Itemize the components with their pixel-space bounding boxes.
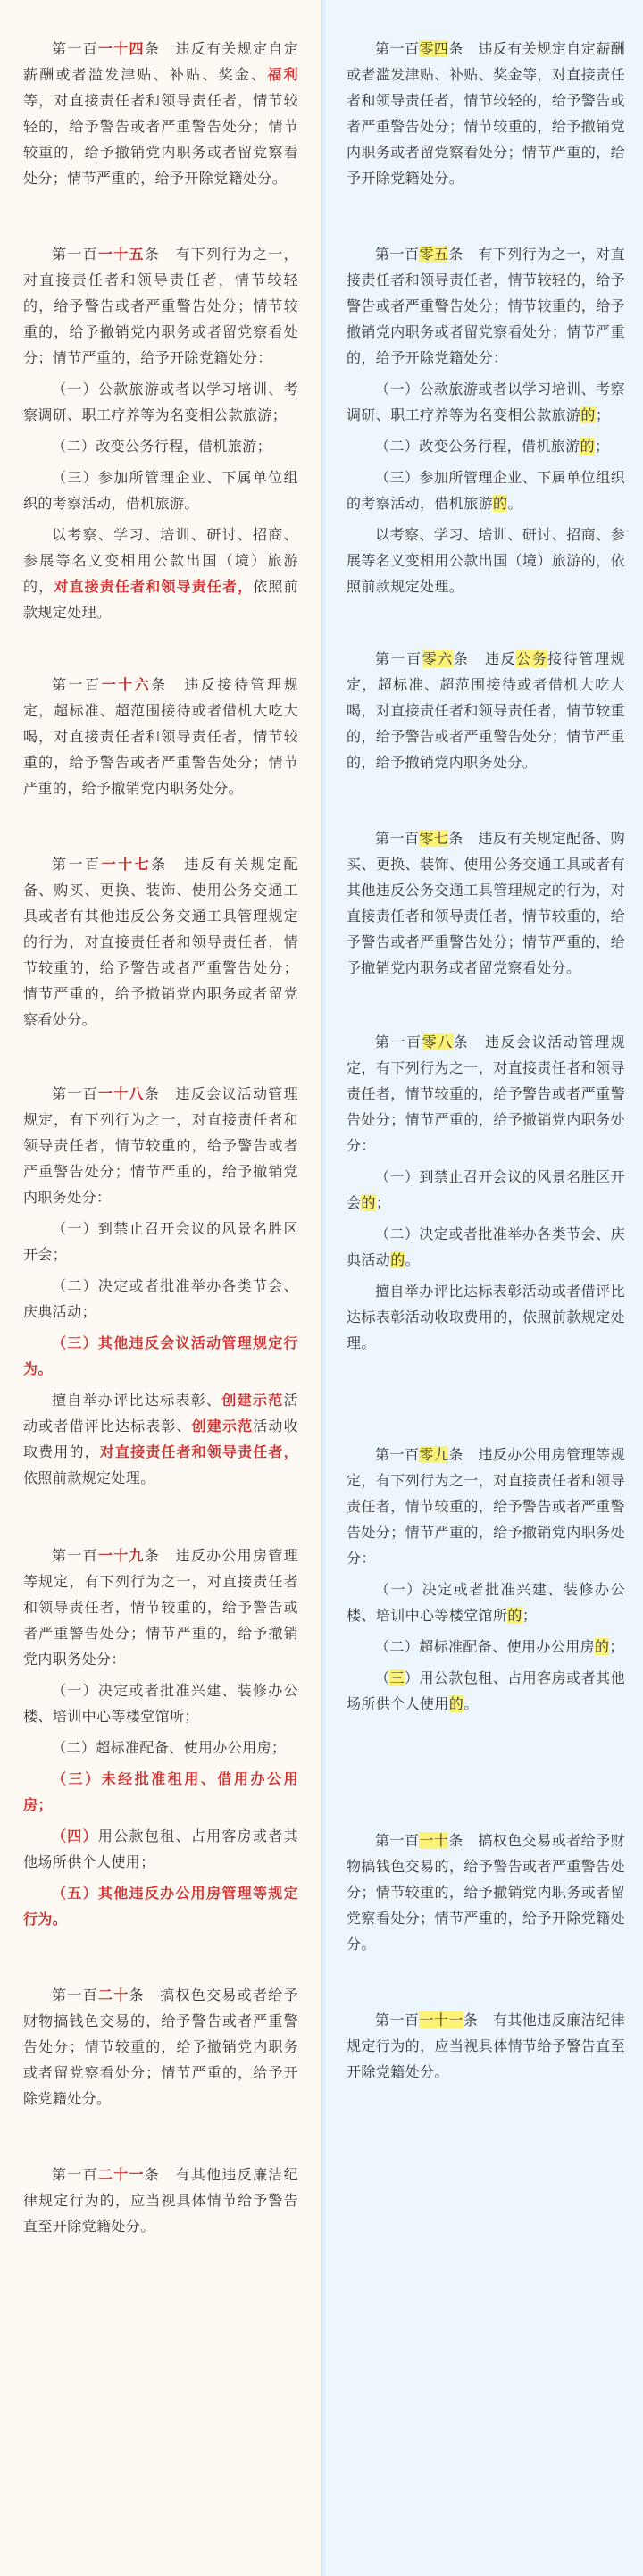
article-117 [23, 851, 298, 1033]
article-108-text: 第一百零八条 违反会议活动管理规定，有下列行为之一，对直接责任者和领导责任者，情节较重的，给予警告或者严重警告处分；情节严重的，给予撤销党内职务处分： [347, 1033, 625, 1154]
article-116 [23, 672, 298, 801]
new-text: 创建示范 [191, 1418, 254, 1434]
new-text: 福利 [267, 66, 298, 83]
article-111-text: 第一百一十一条 有其他违反廉洁纪律规定行为的，应当视具体情节给予警告直至开除党籍处分。 [347, 2011, 626, 2080]
article-106-text: 第一百零六条 违反公务接待管理规定，超标准、超范围接待或者借机大吃大喝，对直接责任者和领导责任者，情节较重的，给予警告或者严重警告处分；情节严重的，给予撤销党内职务处分。 [347, 650, 625, 771]
list-item: （二）超标准配备、使用办公用房； [52, 1739, 287, 1756]
article-number: 一十八 [97, 1085, 145, 1102]
article-number: 一十四 [97, 40, 145, 57]
changed-text-highlight: 的 [580, 406, 596, 423]
article-120-text: 第一百二十条 搞权色交易或者给予财物搞钱色交易的，给予警告或者严重警告处分；情节较重的，给予撤销党内职务或者留党察看处分；情节严重的，给予开除党籍处分。 [23, 1986, 298, 2107]
article-106 [347, 646, 625, 775]
article-121 [23, 2162, 298, 2239]
article-111 [347, 2007, 625, 2085]
list-item-new: （三）其他违反会议活动管理规定行为。 [23, 1334, 298, 1377]
article-118-text: 第一百一十八条 违反会议活动管理规定，有下列行为之一，对直接责任者和领导责任者，情节较重的，给予警告或者严重警告处分；情节严重的，给予撤销党内职务处分： [23, 1085, 298, 1206]
article-114-text: 第一百一十四条 违反有关规定自定薪酬或者滥发津贴、补贴、奖金、福利等，对直接责任者和领导责任者，情节较轻的，给予警告或者严重警告处分；情节较重的，给予撤销党内职务或者留党察看处分；情节严重的，给予开除党籍处分。 [23, 40, 298, 187]
changed-text-highlight: 的 [595, 1638, 610, 1655]
changed-text-highlight: 公务 [516, 650, 548, 667]
article-119 [23, 1543, 298, 1932]
article-117-text: 第一百一十七条 违反有关规定配备、购买、更换、装饰、使用公务交通工具或者有其他违反公务交通工具管理规定的行为，对直接责任者和领导责任者，情节较重的，给予警告或者严重警告处分；情节严重的，给予撤销党内职务或者留党察看处分。 [23, 856, 299, 1028]
list-item: （一）决定或者批准兴建、装修办公楼、培训中心等楼堂馆所； [23, 1682, 298, 1725]
list-item-new: （三）未经批准租用、借用办公用房； [23, 1770, 298, 1813]
new-text: 对直接责任者和领导责任者， [99, 1443, 298, 1460]
list-item: （二）改变公务行程，借机旅游； [52, 438, 272, 455]
article-115-text: 第一百一十五条 有下列行为之一，对直接责任者和领导责任者，情节较轻的，给予警告或者严重警告处分；情节较重的，给予撤销党内职务或者留党察看处分；情节严重的，给予开除党籍处分： [23, 246, 298, 366]
old-version-column [322, 0, 643, 2576]
changed-text-highlight: 零五 [419, 246, 449, 263]
list-item: （二）超标准配备、使用办公用房的； [375, 1638, 624, 1655]
changed-text-highlight: 零九 [419, 1446, 449, 1463]
list-item: （四）用公款包租、占用客房或者其他场所供个人使用； [23, 1827, 298, 1870]
article-110-text: 第一百一十条 搞权色交易或者给予财物搞钱色交易的，给予警告或者严重警告处分；情节较重的，给予撤销党内职务或者留党察看处分；情节严重的，给予开除党籍处分。 [347, 1832, 625, 1953]
changed-text-highlight: 一十一 [419, 2011, 463, 2028]
article-115 [23, 241, 298, 625]
article-number: 二十一 [97, 2166, 145, 2183]
changed-text-highlight: 零七 [419, 830, 449, 847]
changed-text-highlight: 的 [361, 1194, 376, 1211]
article-107-text: 第一百零七条 违反有关规定配备、购买、更换、装饰、使用公务交通工具或者有其他违反公务交通工具管理规定的行为，对直接责任者和领导责任者，情节较重的，给予警告或者严重警告处分；情节严重的，给予撤销党内职务或者留党察看处分。 [347, 830, 625, 976]
new-text: 对直接责任者和领导责任者， [54, 578, 254, 595]
article-109-text: 第一百零九条 违反办公用房管理等规定，有下列行为之一，对直接责任者和领导责任者，情节较重的，给予警告或者严重警告处分；情节严重的，给予撤销党内职务处分： [347, 1446, 625, 1567]
list-item: （一）到禁止召开会议的风景名胜区开会的； [347, 1168, 625, 1211]
article-114 [23, 36, 298, 191]
article-number: 二十 [97, 1986, 129, 2003]
new-text: （四） [52, 1827, 98, 1844]
list-item: （一）决定或者批准兴建、装修办公楼、培训中心等楼堂馆所的； [347, 1581, 625, 1624]
changed-text-highlight: 一十 [419, 1832, 449, 1849]
list-item: （三）参加所管理企业、下属单位组织的考察活动，借机旅游。 [23, 469, 298, 512]
article-number: 一十五 [97, 246, 145, 263]
changed-text-highlight: 零六 [422, 650, 454, 667]
changed-text-highlight: 的 [448, 1695, 464, 1712]
article-108 [347, 1029, 625, 1356]
list-item: （一）到禁止召开会议的风景名胜区开会； [23, 1220, 298, 1263]
article-105 [347, 241, 625, 599]
changed-text-highlight: 三 [389, 1669, 405, 1686]
article-120 [23, 1982, 298, 2112]
changed-text-highlight: 的 [493, 495, 508, 512]
list-item: （二）决定或者批准举办各类节会、庆典活动的。 [347, 1225, 625, 1268]
article-105-para2: 以考察、学习、培训、研讨、招商、参展等名义变相用公款出国（境）旅游的，依照前款规定处理。 [347, 526, 625, 595]
changed-text-highlight: 零八 [422, 1033, 454, 1050]
list-item: （二）决定或者批准举办各类节会、庆典活动； [23, 1277, 298, 1320]
article-number: 一十九 [97, 1547, 145, 1564]
article-115-para2: 以考察、学习、培训、研讨、招商、参展等名义变相用公款出国（境）旅游的，对直接责任者和领导责任者，依照前款规定处理。 [23, 526, 299, 621]
list-item: （三）参加所管理企业、下属单位组织的考察活动，借机旅游的。 [347, 469, 625, 512]
changed-text-highlight: 零四 [419, 40, 449, 57]
article-110 [347, 1827, 625, 1957]
article-109 [347, 1442, 625, 1717]
article-107 [347, 825, 625, 981]
article-121-text: 第一百二十一条 有其他违反廉洁纪律规定行为的，应当视具体情节给予警告直至开除党籍处分。 [23, 2166, 298, 2235]
changed-text-highlight: 的 [390, 1251, 405, 1268]
list-item: （三）用公款包租、占用客房或者其他场所供个人使用的。 [347, 1669, 625, 1712]
list-item-new: （五）其他违反办公用房管理等规定行为。 [23, 1885, 298, 1928]
article-number: 一十六 [101, 676, 152, 693]
article-118-para2: 擅自举办评比达标表彰、创建示范活动或者借评比达标表彰、创建示范活动收取费用的，对直接责任者和领导责任者，依照前款规定处理。 [23, 1392, 298, 1486]
changed-text-highlight: 的 [507, 1607, 522, 1624]
article-104-text: 第一百零四条 违反有关规定自定薪酬或者滥发津贴、补贴、奖金等，对直接责任者和领导责任者，情节较轻的，给予警告或者严重警告处分；情节较重的，给予撤销党内职务或者留党察看处分；情节严重的，给予开除党籍处分。 [347, 40, 625, 187]
changed-text-highlight: 的 [580, 438, 596, 455]
article-105-text: 第一百零五条 有下列行为之一，对直接责任者和领导责任者，情节较轻的，给予警告或者严重警告处分；情节较重的，给予撤销党内职务或者留党察看处分；情节严重的，给予开除党籍处分： [347, 246, 625, 366]
list-item: （一）公款旅游或者以学习培训、考察调研、职工疗养等为名变相公款旅游的； [347, 381, 625, 423]
article-118 [23, 1081, 298, 1491]
article-number: 一十七 [101, 856, 152, 873]
article-108-para2: 擅自举办评比达标表彰活动或者借评比达标表彰活动收取费用的，依照前款规定处理。 [347, 1283, 625, 1351]
article-119-text: 第一百一十九条 违反办公用房管理等规定，有下列行为之一，对直接责任者和领导责任者，情节较重的，给予警告或者严重警告处分；情节严重的，给予撤销党内职务处分： [23, 1547, 298, 1668]
article-104 [347, 36, 625, 191]
new-text: 创建示范 [221, 1392, 284, 1409]
list-item: （一）公款旅游或者以学习培训、考察调研、职工疗养等为名变相公款旅游； [23, 381, 298, 423]
article-116-text: 第一百一十六条 违反接待管理规定，超标准、超范围接待或者借机大吃大喝，对直接责任者和领导责任者，情节较重的，给予警告或者严重警告处分；情节严重的，给予撤销党内职务处分。 [23, 676, 299, 797]
list-item: （二）改变公务行程，借机旅游的； [375, 438, 610, 455]
